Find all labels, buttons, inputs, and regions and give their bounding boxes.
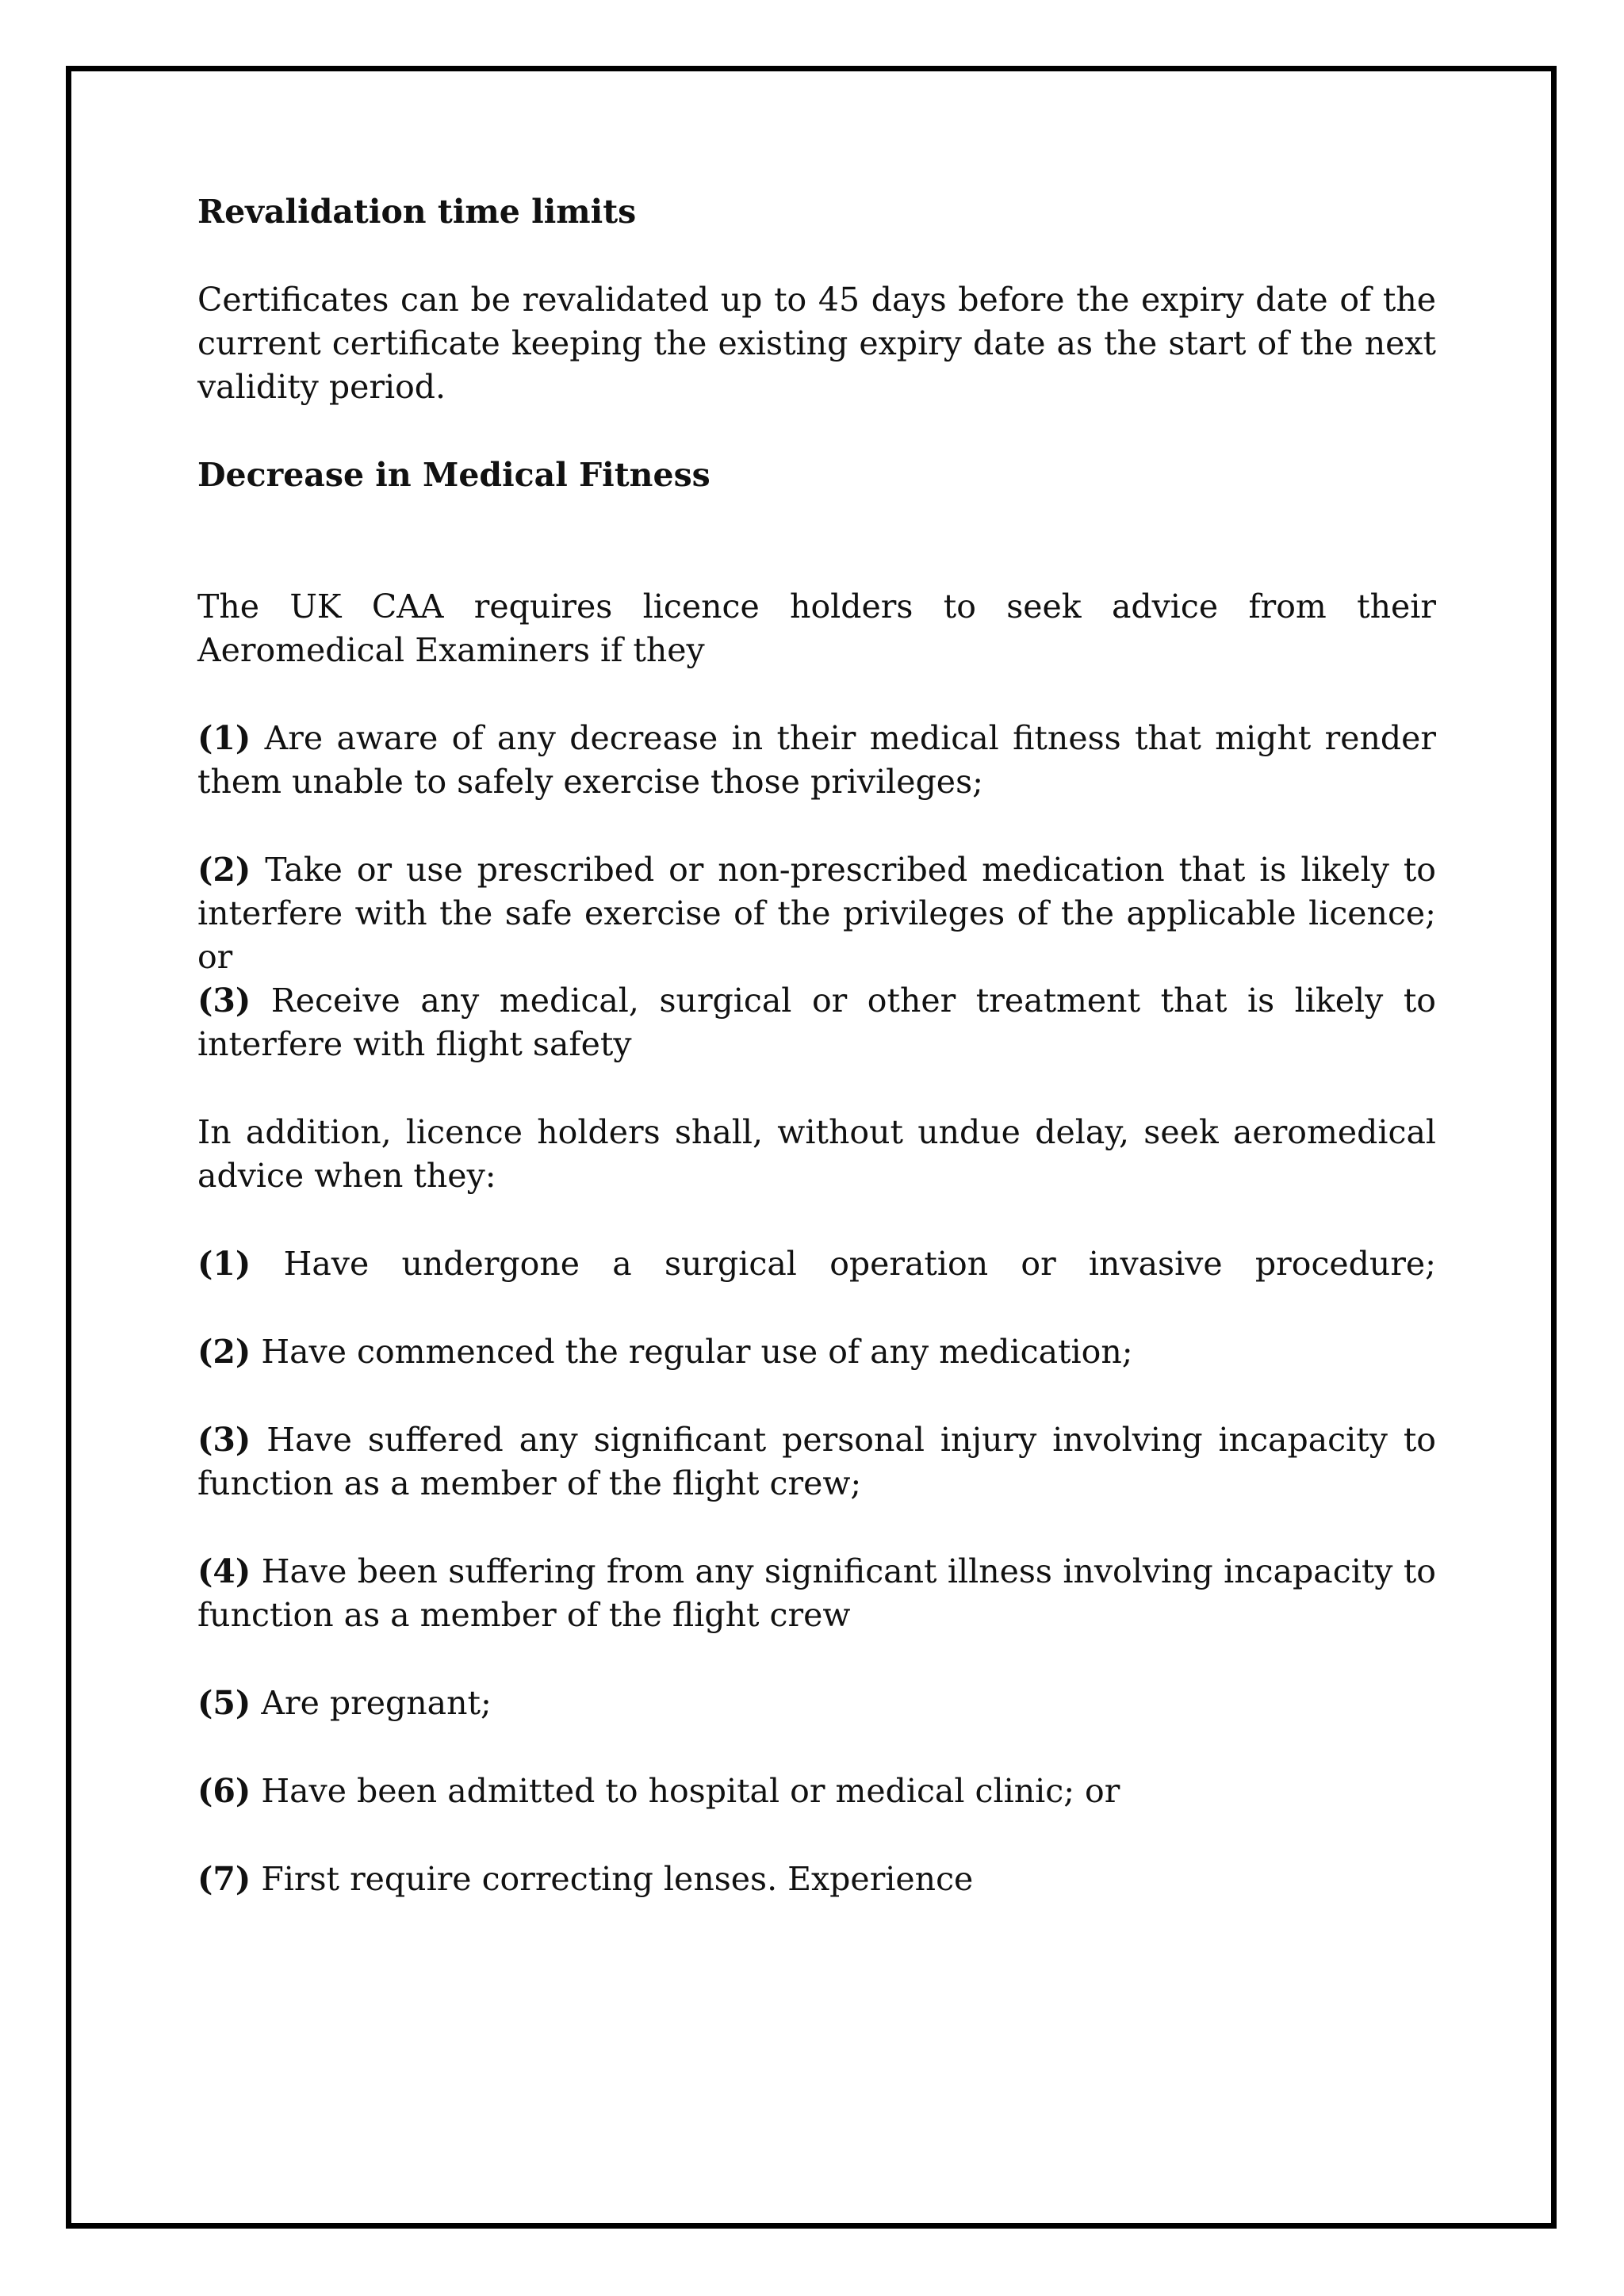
condition-text: Take or use prescribed or non-prescribed medication that is likely to interfere with the safe exercise of the privileges of the applicable licence; or bbox=[197, 851, 1436, 976]
event-number: (7) bbox=[197, 1860, 251, 1898]
condition-number: (2) bbox=[197, 851, 251, 889]
event-text: Have been admitted to hospital or medical clinic; or bbox=[251, 1772, 1120, 1810]
event-number: (6) bbox=[197, 1772, 251, 1810]
section-heading-medical-fitness: Decrease in Medical Fitness bbox=[197, 456, 710, 494]
document-body bbox=[197, 190, 1436, 1901]
event-number: (1) bbox=[197, 1245, 251, 1283]
event-text: Have suffered any significant personal injury involving incapacity to function as a member of the flight crew; bbox=[197, 1421, 1436, 1502]
event-text: Have undergone a surgical operation or invasive procedure; bbox=[251, 1245, 1436, 1283]
additional-advice-intro: In addition, licence holders shall, without undue delay, seek aeromedical advice when they: bbox=[197, 1113, 1436, 1195]
event-text: Are pregnant; bbox=[251, 1684, 492, 1722]
event-number: (3) bbox=[197, 1421, 251, 1459]
event-item bbox=[197, 1550, 1436, 1637]
event-item bbox=[197, 1330, 1436, 1374]
condition-number: (3) bbox=[197, 982, 251, 1020]
event-text: Have been suffering from any significant illness involving incapacity to function as a member of the flight crew bbox=[197, 1552, 1436, 1634]
condition-text: Receive any medical, surgical or other treatment that is likely to interfere with flight safety bbox=[197, 982, 1436, 1063]
event-item bbox=[197, 1242, 1436, 1286]
revalidation-paragraph: Certificates can be revalidated up to 45 days before the expiry date of the current certificate keeping the existing expiry date as the start of the next validity period. bbox=[197, 281, 1436, 406]
event-text: Have commenced the regular use of any medication; bbox=[251, 1333, 1133, 1371]
event-item bbox=[197, 1858, 1436, 1901]
event-number: (2) bbox=[197, 1333, 251, 1371]
event-item bbox=[197, 1770, 1436, 1813]
condition-text: Are aware of any decrease in their medical fitness that might render them unable to safely exercise those privileges; bbox=[197, 719, 1436, 801]
event-item bbox=[197, 1418, 1436, 1506]
event-number: (5) bbox=[197, 1684, 251, 1722]
event-item bbox=[197, 1682, 1436, 1725]
condition-item bbox=[197, 979, 1436, 1066]
condition-item bbox=[197, 848, 1436, 979]
section-heading-revalidation: Revalidation time limits bbox=[197, 193, 637, 231]
medical-fitness-intro: The UK CAA requires licence holders to seek advice from their Aeromedical Examiners if they bbox=[197, 587, 1436, 669]
condition-item bbox=[197, 717, 1436, 804]
event-number: (4) bbox=[197, 1552, 251, 1590]
condition-number: (1) bbox=[197, 719, 251, 757]
event-text: First require correcting lenses. Experience bbox=[251, 1860, 974, 1898]
